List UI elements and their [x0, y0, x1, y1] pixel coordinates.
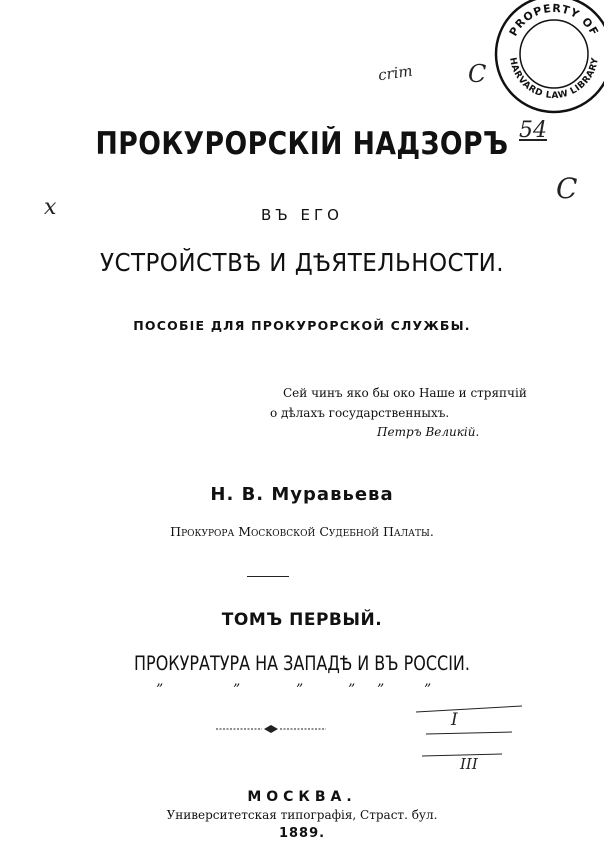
book-title: ПРОКУРОРСКІЙ НАДЗОРЪ — [95, 126, 509, 162]
epigraph-line-2: о дѣлахъ государственныхъ. — [270, 406, 450, 420]
handwritten-c-mark: C — [468, 60, 487, 88]
ditto-mark: ” — [296, 682, 304, 698]
imprint-printer: Университетская типографія, Страст. бул. — [166, 808, 438, 822]
divider-rule — [247, 576, 289, 577]
handwritten-c-mark-2: C — [556, 172, 578, 205]
author-title: Прокурора Московской Судебной Палаты. — [170, 524, 434, 539]
ditto-mark: ” — [233, 682, 241, 698]
epigraph-line-1: Сей чинъ яко бы око Наше и стряпчій — [283, 386, 527, 400]
volume-label: ТОМЪ ПЕРВЫЙ. — [221, 610, 383, 630]
subtitle-main: УСТРОЙСТВѢ И ДѢЯТЕЛЬНОСТИ. — [99, 248, 505, 277]
handwritten-x-mark: x — [44, 195, 57, 220]
ornamental-divider — [216, 724, 326, 734]
stamp-top-text: PROPERTY OF — [506, 1, 602, 39]
ditto-mark: ” — [424, 682, 432, 698]
imprint-year: 1889. — [278, 826, 326, 841]
handwritten-number: 54 — [519, 118, 547, 143]
handwritten-crim: crim — [376, 61, 414, 85]
epigraph-attribution: Петръ Великій. — [377, 425, 480, 439]
ditto-mark: ” — [377, 682, 385, 698]
ditto-mark: ” — [156, 682, 164, 698]
author-name: Н. В. Муравьева — [210, 484, 394, 505]
volume-title: ПРОКУРАТУРА НА ЗАПАДѢ И ВЪ РОССІИ. — [134, 652, 470, 675]
subtitle-manual: ПОСОБІЕ ДЛЯ ПРОКУРОРСКОЙ СЛУЖБЫ. — [133, 318, 471, 333]
library-stamp — [492, 0, 604, 116]
handwritten-page-mark: I — [451, 710, 458, 730]
handwritten-page-mark-2: III — [460, 755, 478, 773]
subtitle-connector: ВЪ ЕГО — [261, 206, 343, 224]
ditto-mark: ” — [348, 682, 356, 698]
imprint-city: МОСКВА. — [247, 789, 357, 805]
stamp-bottom-text: HARVARD LAW LIBRARY — [507, 56, 601, 102]
